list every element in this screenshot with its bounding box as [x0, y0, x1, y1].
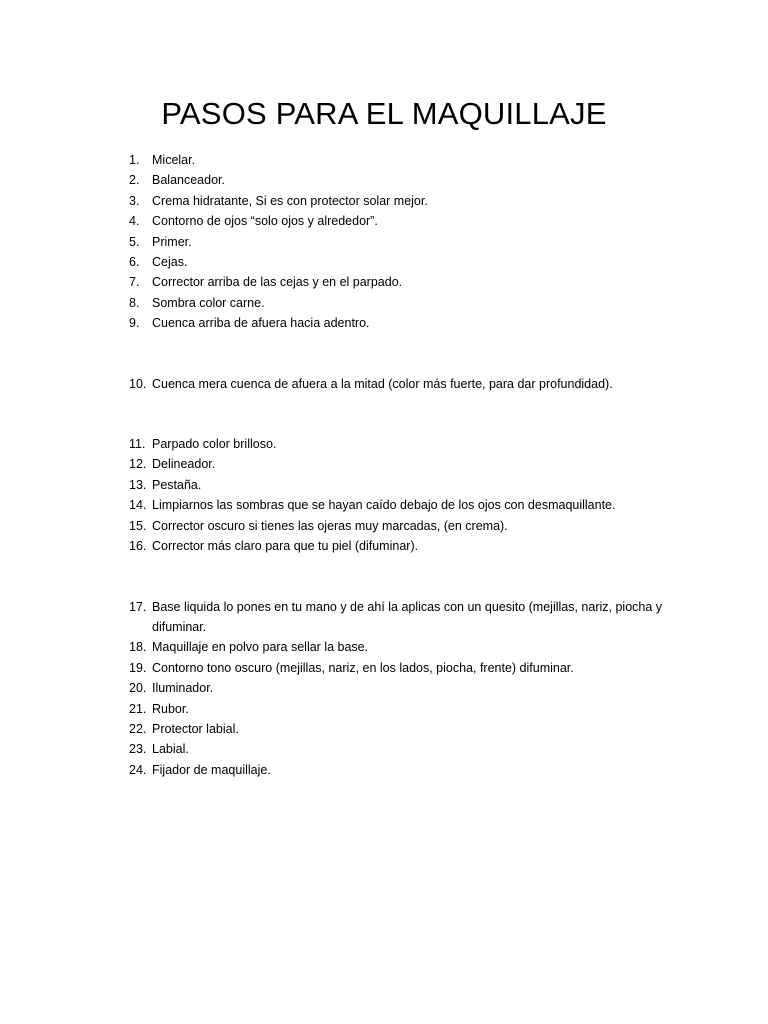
- list-item: [129, 536, 689, 556]
- item-number: 5.: [129, 234, 140, 249]
- steps-group-3: [129, 434, 689, 556]
- item-text: Protector labial.: [152, 721, 239, 736]
- item-text: Iluminador.: [152, 681, 214, 696]
- item-text: Pestaña.: [152, 477, 202, 492]
- item-text: Contorno de ojos “solo ojos y alrededor”.: [152, 214, 378, 229]
- item-text: Maquillaje en polvo para sellar la base.: [152, 640, 369, 655]
- item-number: 8.: [129, 295, 140, 310]
- list-item: [129, 454, 689, 474]
- item-text: Micelar.: [152, 153, 196, 167]
- item-text: Cejas.: [152, 255, 188, 270]
- item-text: Cuenca mera cuenca de afuera a la mitad (color más fuerte, para dar profundidad).: [152, 376, 613, 391]
- list-item: [129, 719, 689, 739]
- list-item: [129, 170, 689, 190]
- list-item: [129, 434, 689, 454]
- list-item: [129, 516, 689, 536]
- item-number: 2.: [129, 173, 140, 188]
- steps-list: [129, 150, 689, 780]
- item-text: Corrector oscuro si tienes las ojeras muy marcadas, (en crema).: [152, 518, 508, 533]
- item-number: 13.: [129, 477, 147, 492]
- list-item: [129, 293, 689, 313]
- item-text: Primer.: [152, 234, 192, 249]
- item-number: 14.: [129, 498, 147, 513]
- item-number: 7.: [129, 275, 140, 290]
- item-text: Balanceador.: [152, 173, 225, 188]
- item-text: Crema hidratante, Si es con protector solar mejor.: [152, 193, 428, 208]
- list-item: [129, 637, 689, 657]
- item-number: 15.: [129, 518, 147, 533]
- item-text: Limpiarnos las sombras que se hayan caído debajo de los ojos con desmaquillante.: [152, 498, 616, 513]
- item-text: Parpado color brilloso.: [152, 437, 277, 452]
- list-item: [129, 475, 689, 495]
- list-item: [129, 272, 689, 292]
- item-number: 11.: [129, 437, 146, 452]
- item-text: Rubor.: [152, 701, 189, 716]
- list-item: [129, 211, 689, 231]
- steps-group-4: [129, 597, 689, 781]
- item-text: Cuenca arriba de afuera hacia adentro.: [152, 316, 370, 331]
- steps-group-1: [129, 150, 689, 334]
- list-item: [129, 760, 689, 780]
- list-item: [129, 313, 689, 333]
- item-number: 12.: [129, 457, 147, 472]
- item-number: 1.: [129, 153, 140, 167]
- item-text: Corrector arriba de las cejas y en el parpado.: [152, 275, 403, 290]
- item-text: Corrector más claro para que tu piel (difuminar).: [152, 539, 419, 554]
- list-item: [129, 597, 689, 638]
- item-number: 24.: [129, 762, 147, 777]
- page-title: PASOS PARA EL MAQUILLAJE: [161, 96, 607, 131]
- item-number: 18.: [129, 640, 147, 655]
- item-number: 19.: [129, 660, 147, 675]
- item-number: 23.: [129, 742, 147, 757]
- list-item: [129, 699, 689, 719]
- item-text: Delineador.: [152, 457, 216, 472]
- item-number: 10.: [129, 376, 147, 391]
- steps-group-2: [129, 374, 689, 394]
- item-text: Fijador de maquillaje.: [152, 762, 271, 777]
- item-number: 22.: [129, 721, 147, 736]
- list-item: [129, 678, 689, 698]
- list-item: [129, 658, 689, 678]
- item-number: 17.: [129, 599, 147, 614]
- item-text: Labial.: [152, 742, 189, 757]
- item-text: Sombra color carne.: [152, 295, 265, 310]
- item-number: 21.: [129, 701, 147, 716]
- list-item: [129, 495, 689, 515]
- item-number: 9.: [129, 316, 140, 331]
- list-item: [129, 374, 689, 394]
- item-number: 4.: [129, 214, 140, 229]
- item-text: Base liquida lo pones en tu mano y de ahí la aplicas con un quesito (mejillas, nariz, piocha y difuminar.: [152, 599, 663, 634]
- item-number: 16.: [129, 539, 147, 554]
- list-item: [129, 252, 689, 272]
- list-item: [129, 739, 689, 759]
- item-number: 6.: [129, 255, 140, 270]
- item-text: Contorno tono oscuro (mejillas, nariz, en los lados, piocha, frente) difuminar.: [152, 660, 574, 675]
- list-item: [129, 150, 689, 170]
- item-number: 3.: [129, 193, 140, 208]
- list-item: [129, 232, 689, 252]
- list-item: [129, 191, 689, 211]
- item-number: 20.: [129, 681, 147, 696]
